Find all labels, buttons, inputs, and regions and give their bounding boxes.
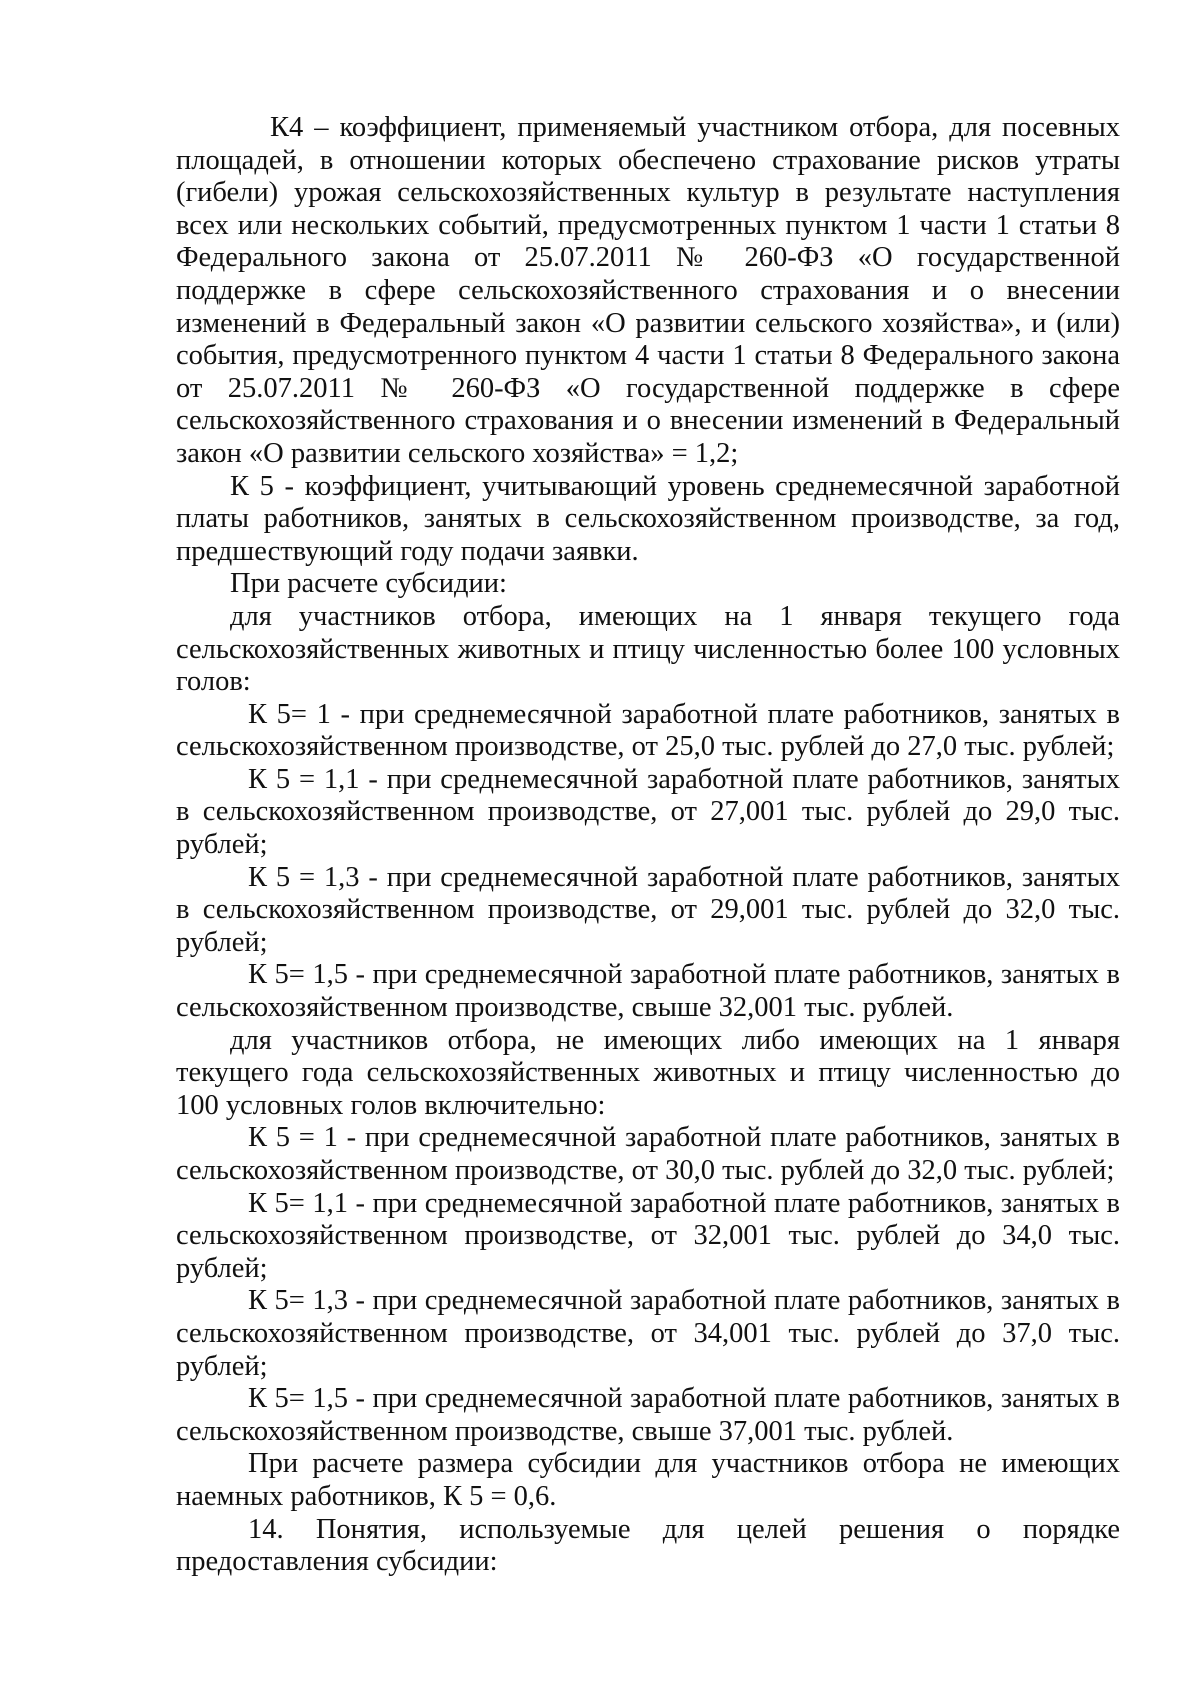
paragraph-group-over-100: для участников отбора, имеющих на 1 января текущего года сельскохозяйственных животных и птицу численностью более 100 условных голов: <box>176 600 1120 698</box>
paragraph-k5-1-group1: К 5= 1 - при среднемесячной заработной плате работников, занятых в сельскохозяйственном производстве, от 25,0 тыс. рублей до 27,0 тыс. рублей; <box>176 698 1120 763</box>
document-page <box>176 112 1120 1579</box>
paragraph-k5-1-3-group2: К 5= 1,3 - при среднемесячной заработной плате работников, занятых в сельскохозяйственном производстве, от 34,001 тыс. рублей до 37,0 тыс. рублей; <box>176 1285 1120 1382</box>
paragraph-k5-1-1-group1: К 5 = 1,1 - при среднемесячной заработной плате работников, занятых в сельскохозяйственном производстве, от 27,001 тыс. рублей до 29,0 тыс. рублей; <box>176 763 1120 861</box>
paragraph-k5-1-5-group1: К 5= 1,5 - при среднемесячной заработной плате работников, занятых в сельскохозяйственном производстве, свыше 32,001 тыс. рублей. <box>176 959 1120 1024</box>
paragraph-group-up-to-100: для участников отбора, не имеющих либо имеющих на 1 января текущего года сельскохозяйственных животных и птицу численностью до 100 условных голов включительно: <box>176 1024 1120 1121</box>
paragraph-section-14: 14. Понятия, используемые для целей решения о порядке предоставления субсидии: <box>176 1513 1120 1578</box>
paragraph-no-employees: При расчете размера субсидии для участников отбора не имеющих наемных работников, К 5 = 0,6. <box>176 1448 1120 1512</box>
paragraph-k5-1-3-group1: К 5 = 1,3 - при среднемесячной заработной плате работников, занятых в сельскохозяйственном производстве, от 29,001 тыс. рублей до 32,0 тыс. рублей; <box>176 861 1120 958</box>
paragraph-k5-1-group2: К 5 = 1 - при среднемесячной заработной плате работников, занятых в сельскохозяйственном производстве, от 30,0 тыс. рублей до 32,0 тыс. рублей; <box>176 1122 1120 1186</box>
paragraph-calculation-intro: При расчете субсидии: <box>230 568 507 600</box>
paragraph-k4-definition: К4 – коэффициент, применяемый участником отбора, для посевных площадей, в отношении которых обеспечено страхование рисков утраты (гибели) урожая сельскохозяйственных культур в результате наступления всех или нескольких событий, предусмотренных пунктом 1 части 1 статьи 8 Федерального закона от 25.07.2011 № 260-ФЗ «О государственной поддержке в сфере сельскохозяйственного страхования и о внесении изменений в Федеральный закон «О развитии сельского хозяйства», и (или) события, предусмотренного пунктом 4 части 1 статьи 8 Федерального закона от 25.07.2011 № 260-ФЗ «О государственной поддержке в сфере сельскохозяйственного страхования и о внесении изменений в Федеральный закон «О развитии сельского хозяйства» = 1,2; <box>176 112 1120 469</box>
paragraph-k5-1-1-group2: К 5= 1,1 - при среднемесячной заработной плате работников, занятых в сельскохозяйственном производстве, от 32,001 тыс. рублей до 34,0 тыс. рублей; <box>176 1187 1120 1284</box>
paragraph-k5-definition: К 5 - коэффициент, учитывающий уровень среднемесячной заработной платы работников, занятых в сельскохозяйственном производстве, за год, предшествующий году подачи заявки. <box>176 470 1120 567</box>
paragraph-k5-1-5-group2: К 5= 1,5 - при среднемесячной заработной плате работников, занятых в сельскохозяйственном производстве, свыше 37,001 тыс. рублей. <box>176 1383 1120 1447</box>
